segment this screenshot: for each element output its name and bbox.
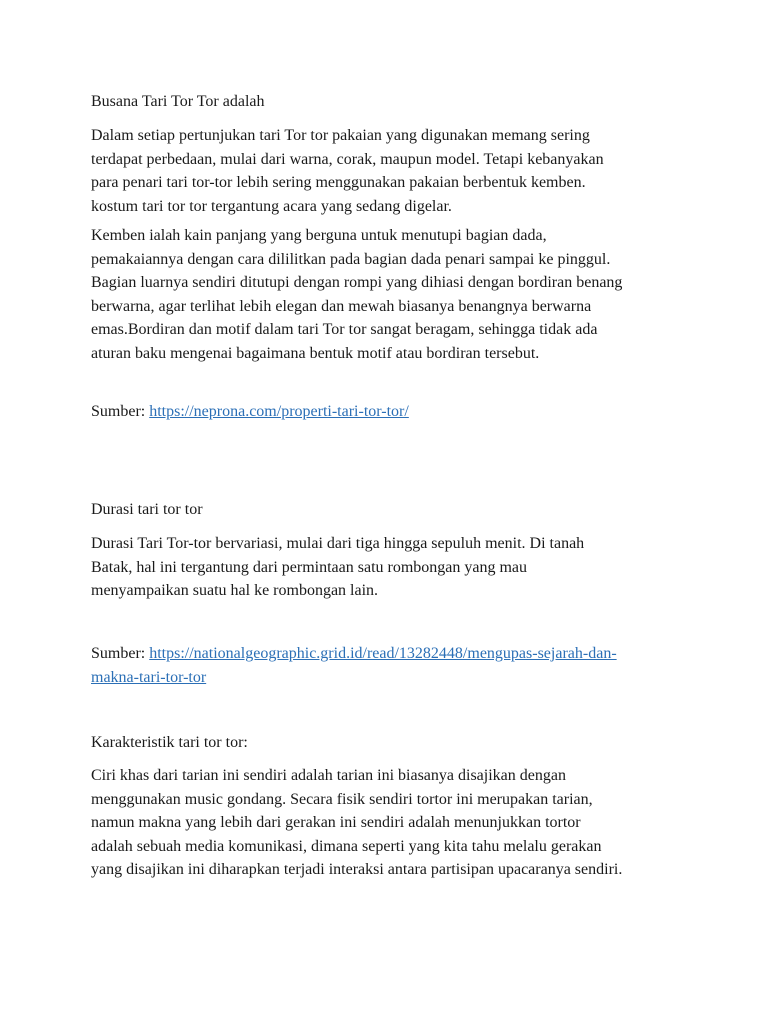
source-link-natgeo-continued[interactable]: makna-tari-tor-tor [91,668,207,686]
paragraph-line: Dalam setiap pertunjukan tari Tor tor pakaian yang digunakan memang sering [91,127,590,144]
paragraph-line: berwarna, agar terlihat lebih elegan dan mewah biasanya benangnya berwarna [91,297,592,315]
section-heading-busana [91,90,691,114]
paragraph-line: kostum tari tor tor tergantung acara yang sedang digelar. [91,197,452,215]
section-heading: Durasi tari tor tor [91,501,203,518]
paragraph-line: menyampaikan suatu hal ke rombongan lain. [91,582,379,599]
paragraph-line: emas.Bordiran dan motif dalam tari Tor tor sangat beragam, sehingga tidak ada [91,321,598,338]
section-heading: Busana Tari Tor Tor adalah [91,93,265,110]
paragraph-karakteristik [91,764,691,882]
source-link-neprona[interactable]: https://neprona.com/properti-tari-tor-tor/ [149,403,409,420]
paragraph-line: Ciri khas dari tarian ini sendiri adalah tarian ini biasanya disajikan dengan [91,767,566,784]
paragraph-line: Durasi Tari Tor-tor bervariasi, mulai dari tiga hingga sepuluh menit. Di tanah [91,535,585,552]
paragraph-line: Bagian luarnya sendiri ditutupi dengan rompi yang dihiasi dengan bordiran benang [91,274,623,291]
paragraph-line: yang disajikan ini diharapkan terjadi interaksi antara partisipan upacaranya sendiri. [91,861,623,878]
section-heading-durasi [91,498,691,522]
source-durasi [91,642,691,689]
paragraph-durasi [91,532,691,603]
paragraph-line: Kemben ialah kain panjang yang berguna untuk menutupi bagian dada, [91,227,547,244]
section-heading: Karakteristik tari tor tor: [91,734,248,751]
paragraph-line: para penari tari tor-tor lebih sering menggunakan pakaian berbentuk kemben. [91,174,586,191]
paragraph-line: terdapat perbedaan, mulai dari warna, corak, maupun model. Tetapi kebanyakan [91,150,604,168]
paragraph-line: adalah sebuah media komunikasi, dimana seperti yang kita tahu melalu gerakan [91,837,602,855]
paragraph-busana-1 [91,124,691,218]
paragraph-line: namun makna yang lebih dari gerakan ini sendiri adalah menunjukkan tortor [91,814,581,831]
section-heading-karakteristik [91,731,691,755]
paragraph-busana-2 [91,224,691,365]
source-busana [91,400,691,424]
paragraph-line: Batak, hal ini tergantung dari permintaan satu rombongan yang mau [91,558,528,576]
paragraph-line: menggunakan music gondang. Secara fisik sendiri tortor ini merupakan tarian, [91,790,593,808]
source-label: Sumber: [91,403,150,420]
paragraph-line: pemakaiannya dengan cara dililitkan pada bagian dada penari sampai ke pinggul. [91,250,611,268]
source-link-natgeo[interactable]: https://nationalgeographic.grid.id/read/13282448/mengupas-sejarah-dan- [149,645,617,662]
source-label: Sumber: [91,645,150,662]
paragraph-line: aturan baku mengenai bagaimana bentuk motif atau bordiran tersebut. [91,344,540,362]
